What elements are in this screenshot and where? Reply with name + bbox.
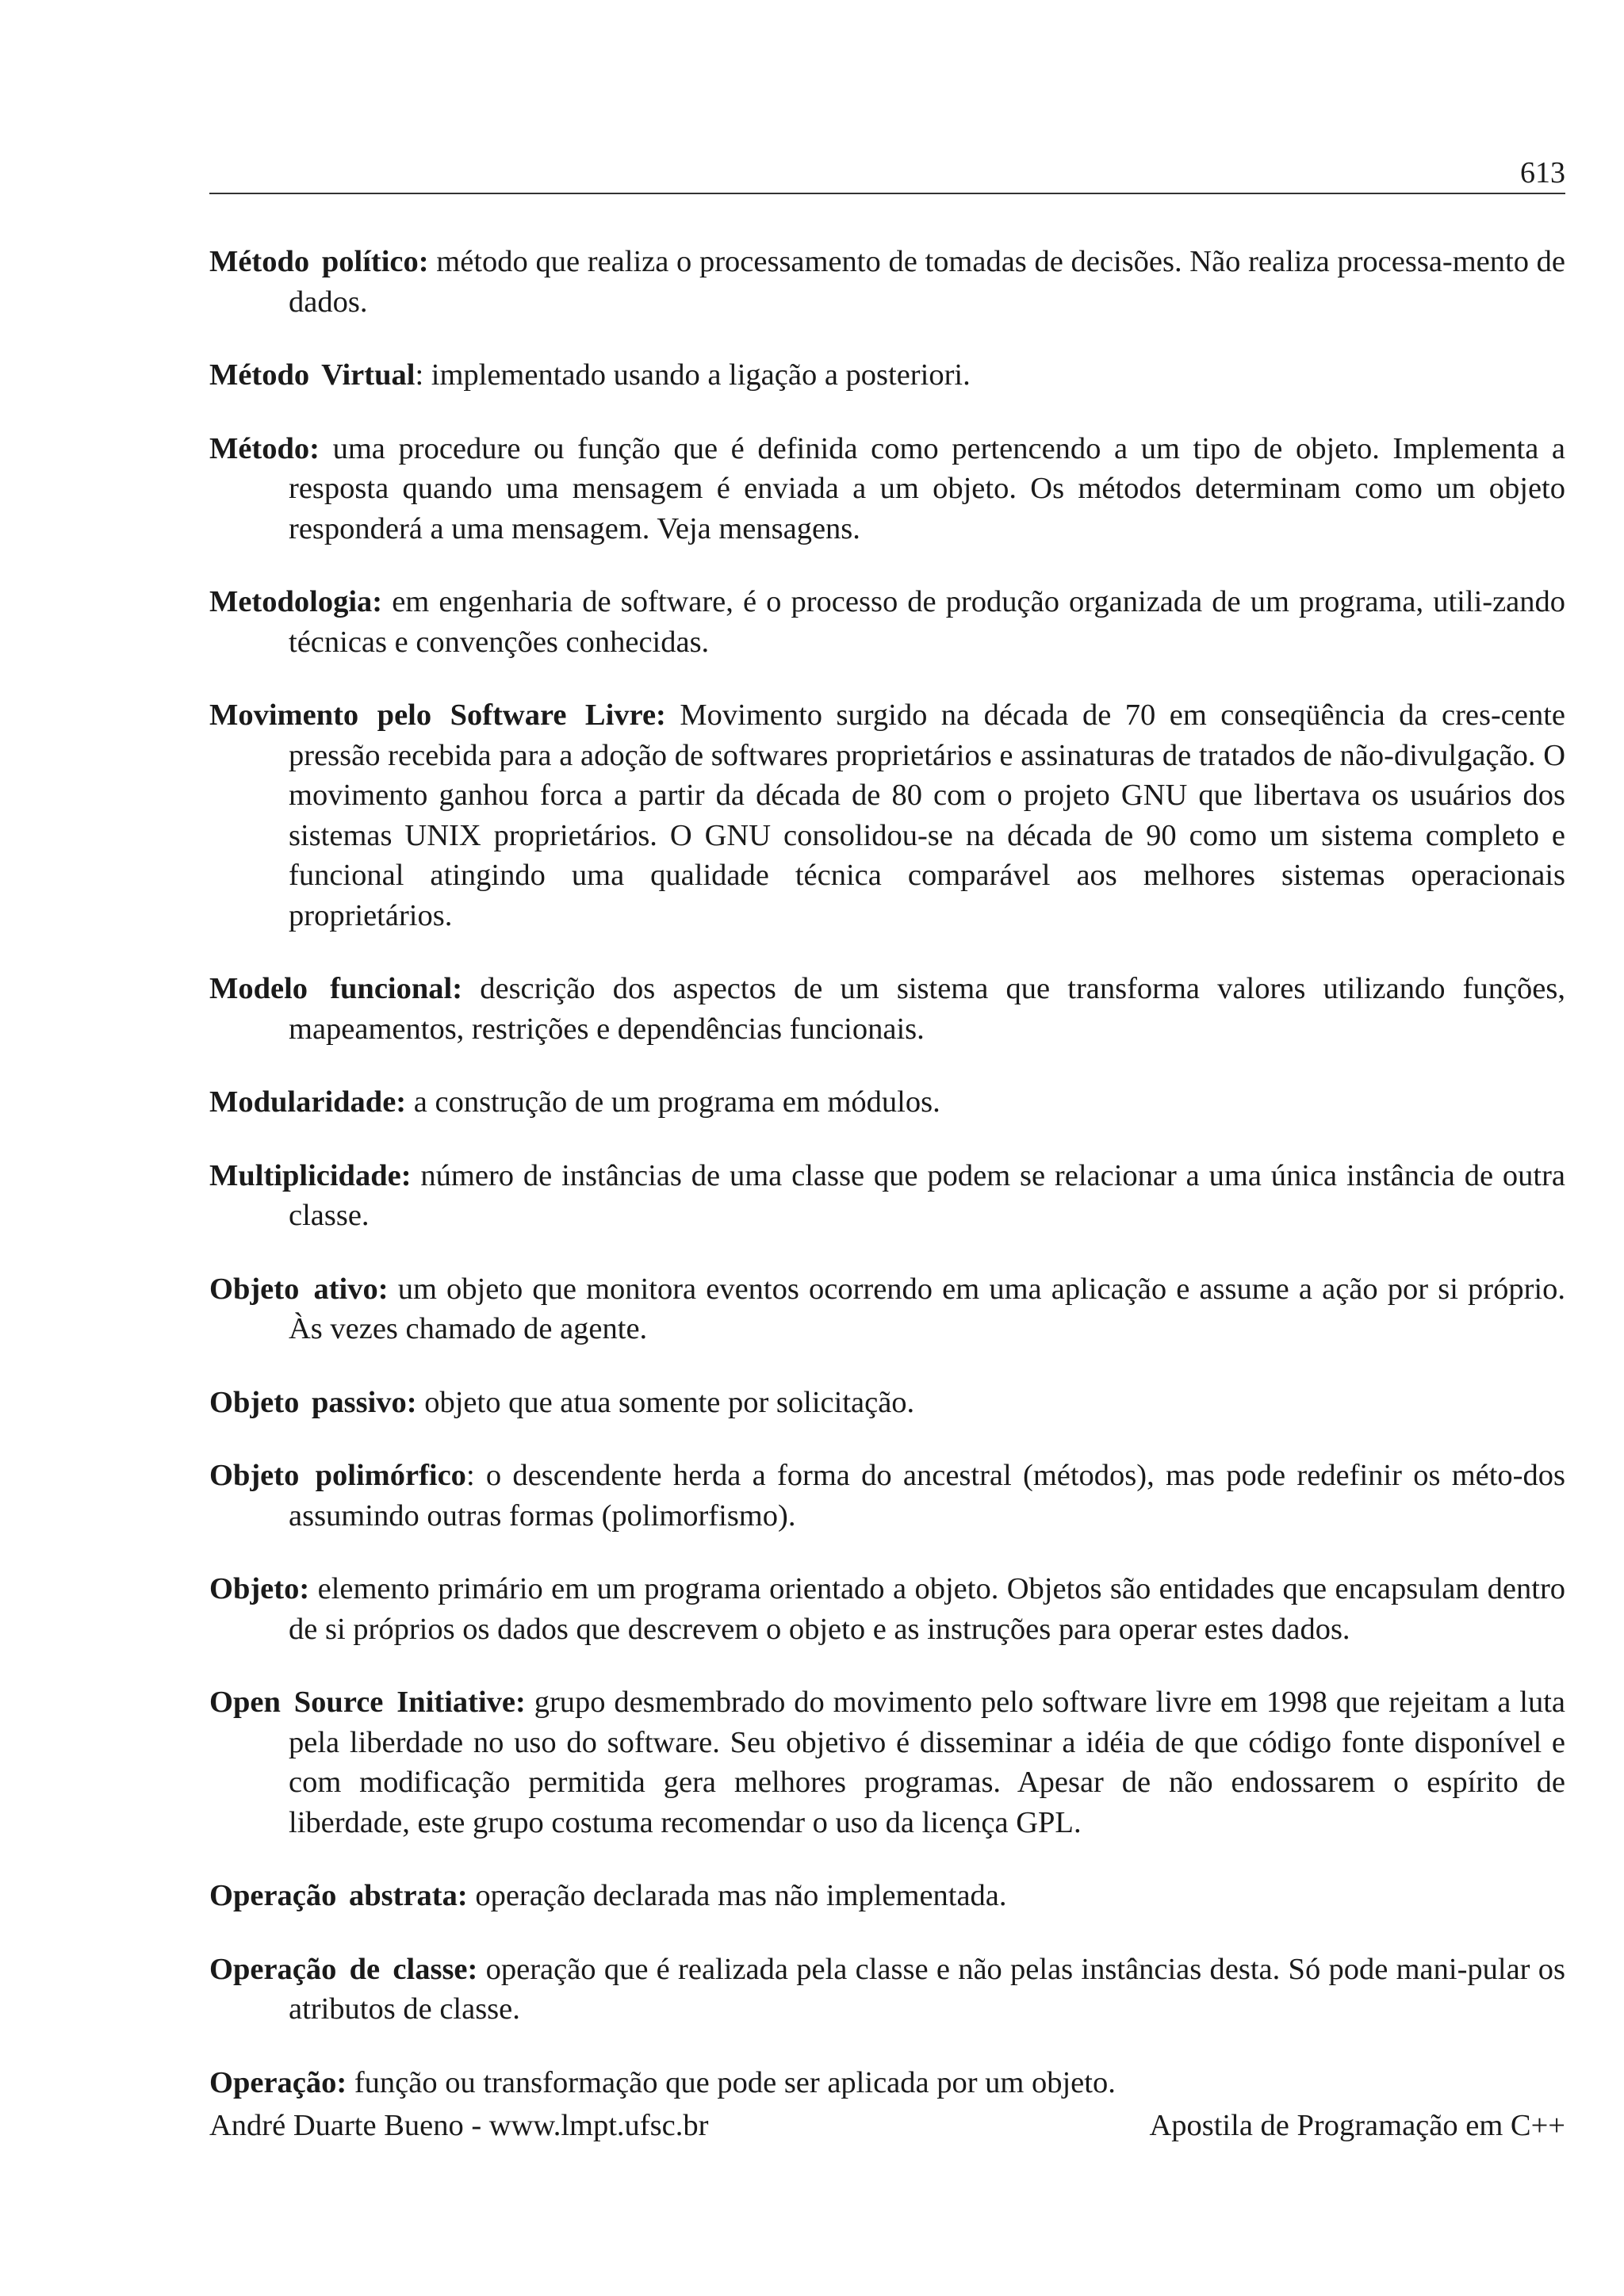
page-number: 613 bbox=[1520, 156, 1565, 189]
glossary-term: Objeto passivo: bbox=[209, 1385, 417, 1419]
glossary-term: Multiplicidade: bbox=[209, 1158, 412, 1192]
glossary-term: Movimento pelo Software Livre: bbox=[209, 698, 666, 732]
glossary-entry-multiplicidade bbox=[209, 1156, 1565, 1236]
glossary-entry-metodo-virtual bbox=[209, 355, 1565, 396]
footer-author: André Duarte Bueno - www.lmpt.ufsc.br bbox=[209, 2109, 709, 2142]
glossary-definition: um objeto que monitora eventos ocorrendo em uma aplicação e assume a ação por si próprio. Às vezes chamado de agente. bbox=[289, 1272, 1565, 1345]
glossary-entry-objeto-ativo bbox=[209, 1269, 1565, 1349]
glossary-term: Modularidade: bbox=[209, 1085, 407, 1119]
glossary-definition: número de instâncias de uma classe que podem se relacionar a uma única instância de outra classe. bbox=[289, 1158, 1566, 1232]
glossary-definition: operação declarada mas não implementada. bbox=[475, 1879, 1007, 1912]
glossary-definition: em engenharia de software, é o processo de produção organizada de um programa, utili-zando técnicas e convenções conhecidas. bbox=[289, 585, 1566, 659]
glossary-definition: operação que é realizada pela classe e não pelas instâncias desta. Só pode mani-pular os atributos de classe. bbox=[289, 1952, 1565, 2026]
glossary-entry-movimento-software-livre bbox=[209, 695, 1565, 936]
glossary-term: Método: bbox=[209, 431, 320, 465]
glossary-term: Metodologia: bbox=[209, 585, 383, 618]
glossary-list bbox=[209, 242, 1565, 2136]
glossary-definition: grupo desmembrado do movimento pelo software livre em 1998 que rejeitam a luta pela liberdade no uso do software. Seu objetivo é disseminar a idéia de que código fonte disponível e com modificação permitida gera melhores programas. Apesar de não endossarem o espírito de liberdade, este grupo costuma recomendar o uso da licença GPL. bbox=[289, 1686, 1566, 1839]
glossary-term: Open Source Initiative: bbox=[209, 1686, 526, 1719]
glossary-term: Operação abstrata: bbox=[209, 1879, 468, 1912]
glossary-entry-open-source-initiative bbox=[209, 1682, 1565, 1843]
footer-book-title: Apostila de Programação em C++ bbox=[1149, 2109, 1565, 2142]
glossary-entry-operacao-de-classe bbox=[209, 1950, 1565, 2030]
glossary-term: Operação de classe: bbox=[209, 1952, 478, 1986]
glossary-definition: : o descendente herda a forma do ancestral (métodos), mas pode redefinir os méto-dos assumindo outras formas (polimorfismo). bbox=[289, 1459, 1565, 1533]
glossary-definition: objeto que atua somente por solicitação. bbox=[424, 1385, 915, 1419]
glossary-entry-modelo-funcional bbox=[209, 969, 1565, 1049]
glossary-definition: elemento primário em um programa orientado a objeto. Objetos são entidades que encapsulam dentro de si próprios os dados que descrevem o objeto e as instruções para operar estes dados. bbox=[289, 1572, 1566, 1646]
glossary-definition: método que realiza o processamento de tomadas de decisões. Não realiza processa-mento de dados. bbox=[289, 245, 1565, 319]
glossary-entry-operacao-abstrata bbox=[209, 1876, 1565, 1916]
glossary-entry-objeto-polimorfico bbox=[209, 1456, 1565, 1536]
glossary-term: Objeto ativo: bbox=[209, 1272, 389, 1306]
glossary-definition: Movimento surgido na década de 70 em conseqüência da cres-cente pressão recebida para a adoção de softwares proprietários e assinaturas de tratados de não-divulgação. O movimento ganhou forca a partir da década de 80 com o projeto GNU que libertava os usuários dos sistemas UNIX proprietários. O GNU consolidou-se na década de 90 como um sistema completo e funcional atingindo uma qualidade técnica comparável aos melhores sistemas operacionais proprietários. bbox=[289, 698, 1566, 932]
glossary-entry-metodologia bbox=[209, 582, 1565, 662]
glossary-entry-operacao bbox=[209, 2063, 1565, 2103]
glossary-definition: a construção de um programa em módulos. bbox=[413, 1085, 940, 1119]
glossary-definition: função ou transformação que pode ser aplicada por um objeto. bbox=[354, 2065, 1116, 2099]
glossary-entry-metodo bbox=[209, 429, 1565, 549]
glossary-entry-metodo-politico bbox=[209, 242, 1565, 322]
glossary-term: Objeto polimórfico bbox=[209, 1459, 466, 1492]
glossary-definition: descrição dos aspectos de um sistema que transforma valores utilizando funções, mapeamentos, restrições e dependências funcionais. bbox=[289, 972, 1565, 1046]
glossary-entry-modularidade bbox=[209, 1082, 1565, 1123]
glossary-term: Método político: bbox=[209, 245, 429, 278]
glossary-entry-objeto-passivo bbox=[209, 1383, 1565, 1423]
glossary-term: Método Virtual bbox=[209, 358, 416, 392]
glossary-entry-objeto bbox=[209, 1569, 1565, 1649]
glossary-definition: : implementado usando a ligação a posteriori. bbox=[415, 358, 971, 392]
glossary-term: Modelo funcional: bbox=[209, 972, 463, 1005]
page-footer bbox=[209, 2107, 1565, 2144]
glossary-definition: uma procedure ou função que é definida como pertencendo a um tipo de objeto. Implementa a resposta quando uma mensagem é enviada a um objeto. Os métodos determinam como um objeto responderá a uma mensagem. Veja mensagens. bbox=[289, 431, 1566, 545]
glossary-term: Objeto: bbox=[209, 1572, 310, 1605]
header-rule bbox=[209, 193, 1565, 194]
glossary-term: Operação: bbox=[209, 2065, 347, 2099]
